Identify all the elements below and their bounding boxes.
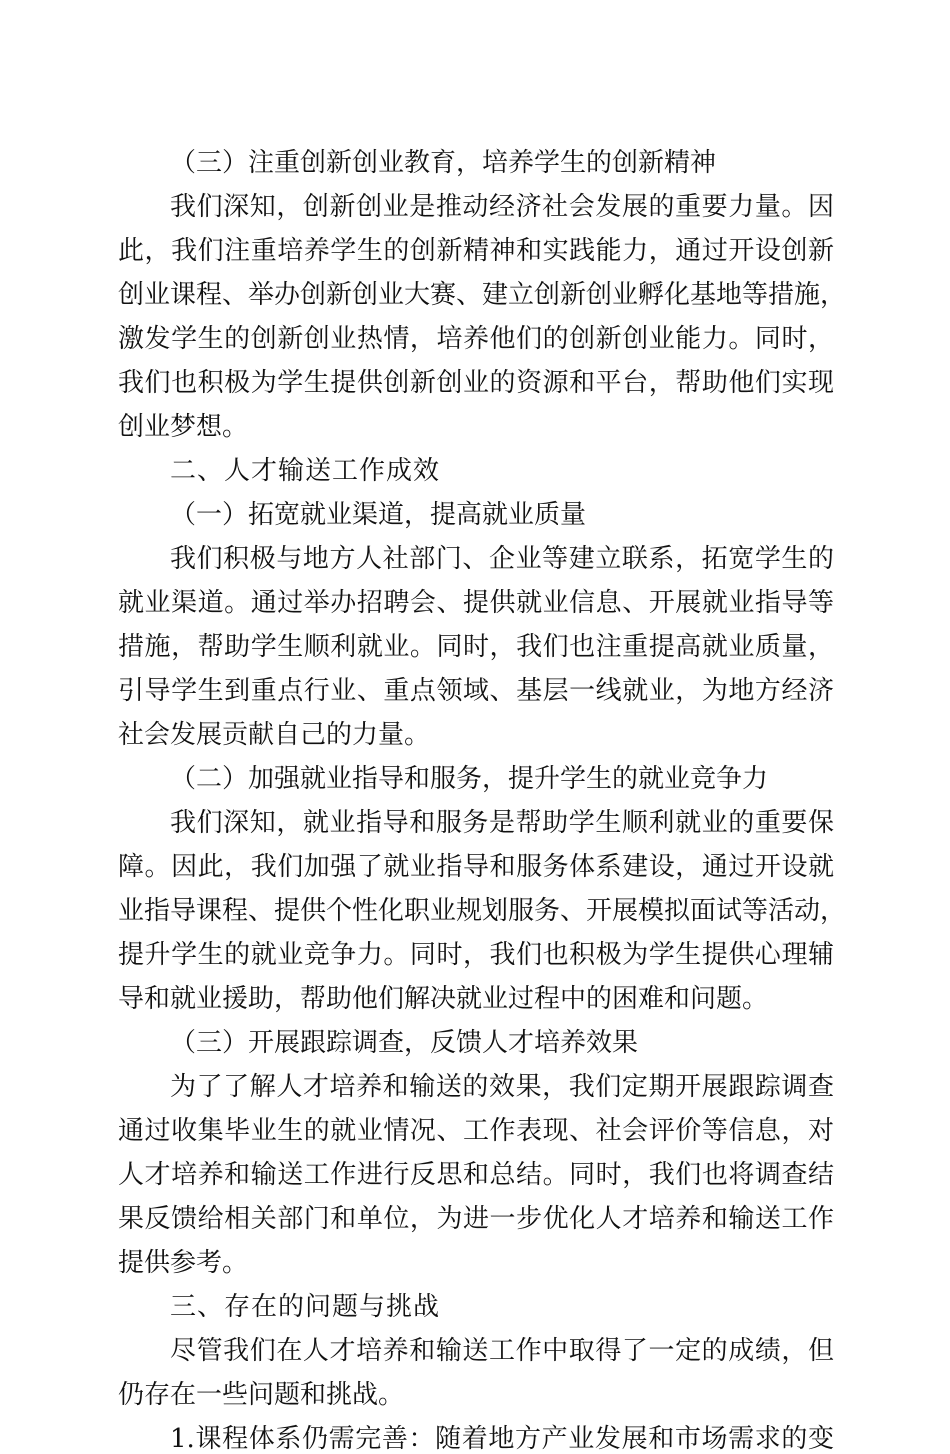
paragraph-line: 引导学生到重点行业、重点领域、基层一线就业，为地方经济 <box>118 676 834 706</box>
paragraph-line: 障。因此，我们加强了就业指导和服务体系建设，通过开设就 <box>118 852 834 882</box>
subsection-heading: （三）开展跟踪调查，反馈人才培养效果 <box>170 1028 639 1058</box>
paragraph-line: 社会发展贡献自己的力量。 <box>118 720 431 750</box>
paragraph-line: 仍存在一些问题和挑战。 <box>118 1380 405 1410</box>
paragraph-line: 激发学生的创新创业热情，培养他们的创新创业能力。同时， <box>118 324 834 354</box>
paragraph-line: 我们深知，就业指导和服务是帮助学生顺利就业的重要保 <box>170 808 834 838</box>
paragraph-line: 果反馈给相关部门和单位，为进一步优化人才培养和输送工作 <box>118 1204 834 1234</box>
paragraph-line: 为了了解人才培养和输送的效果，我们定期开展跟踪调查 <box>170 1072 834 1102</box>
paragraph-line: 创业梦想。 <box>118 412 249 442</box>
paragraph-line: 此，我们注重培养学生的创新精神和实践能力，通过开设创新 <box>118 236 834 266</box>
section-heading: 二、人才输送工作成效 <box>170 456 441 486</box>
paragraph-line: 通过收集毕业生的就业情况、工作表现、社会评价等信息，对 <box>118 1116 834 1146</box>
paragraph-line: 人才培养和输送工作进行反思和总结。同时，我们也将调查结 <box>118 1160 834 1190</box>
subsection-heading: （二）加强就业指导和服务，提升学生的就业竞争力 <box>170 764 769 794</box>
paragraph-line: 我们也积极为学生提供创新创业的资源和平台，帮助他们实现 <box>118 368 834 398</box>
paragraph-line: 我们深知，创新创业是推动经济社会发展的重要力量。因 <box>170 192 834 222</box>
paragraph-line: 就业渠道。通过举办招聘会、提供就业信息、开展就业指导等 <box>118 588 834 618</box>
paragraph-line: 我们积极与地方人社部门、企业等建立联系，拓宽学生的 <box>170 544 834 574</box>
paragraph-line: 导和就业援助，帮助他们解决就业过程中的困难和问题。 <box>118 984 769 1014</box>
paragraph-line: 提升学生的就业竞争力。同时，我们也积极为学生提供心理辅 <box>118 940 834 970</box>
paragraph-line: 提供参考。 <box>118 1248 249 1278</box>
subsection-heading: （三）注重创新创业教育，培养学生的创新精神 <box>170 148 717 178</box>
paragraph-line: 业指导课程、提供个性化职业规划服务、开展模拟面试等活动， <box>118 896 847 926</box>
paragraph-line: 创业课程、举办创新创业大赛、建立创新创业孵化基地等措施， <box>118 280 847 310</box>
section-heading: 三、存在的问题与挑战 <box>170 1292 441 1322</box>
paragraph-line: 1.课程体系仍需完善：随着地方产业发展和市场需求的变 <box>170 1424 834 1454</box>
paragraph-line: 尽管我们在人才培养和输送工作中取得了一定的成绩，但 <box>170 1336 834 1366</box>
subsection-heading: （一）拓宽就业渠道，提高就业质量 <box>170 500 587 530</box>
paragraph-line: 措施，帮助学生顺利就业。同时，我们也注重提高就业质量， <box>118 632 834 662</box>
